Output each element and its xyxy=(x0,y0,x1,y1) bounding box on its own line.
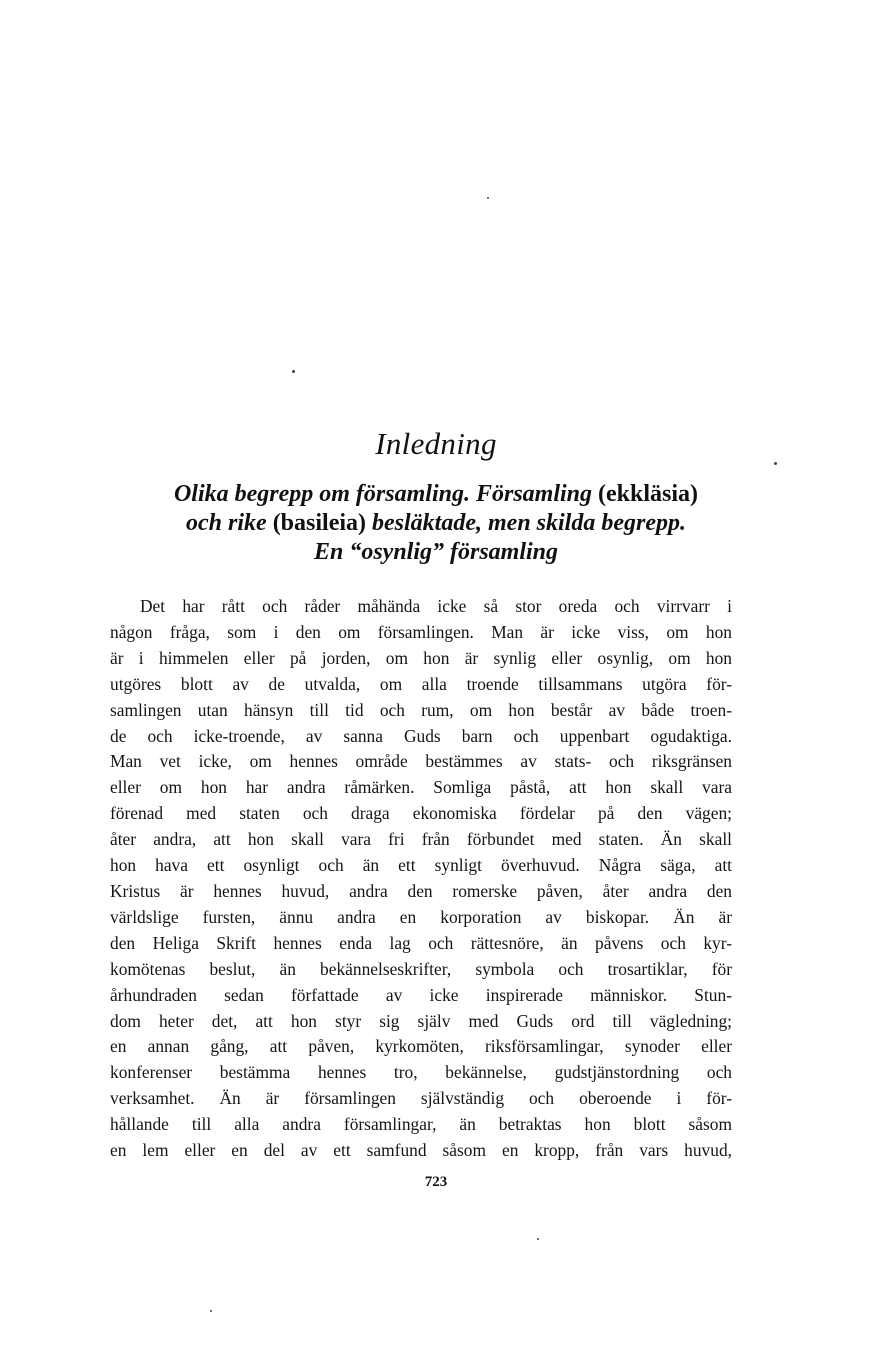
body-line: de och icke-troende, av sanna Guds barn och uppenbart ogudaktiga. xyxy=(110,725,732,746)
scan-speck xyxy=(537,1238,539,1240)
body-line: verksamhet. Än är församlingen självständig och oberoende i för- xyxy=(110,1088,732,1109)
subtitle-line-2-part-1: och rike xyxy=(186,510,267,536)
body-line: århundraden sedan författade av icke inspirerade människor. Stun- xyxy=(110,984,732,1005)
body-line: en annan gång, att påven, kyrkomöten, riksförsamlingar, synoder eller xyxy=(110,1036,732,1057)
page-number: 723 xyxy=(424,1174,448,1190)
scan-speck xyxy=(487,197,489,199)
body-line: Det har rått och råder måhända icke så stor oreda och virrvarr i xyxy=(140,596,732,616)
subtitle-line-1-part-2: Församling xyxy=(475,481,593,507)
body-line: samlingen utan hänsyn till tid och rum, om hon består av både troen- xyxy=(110,699,732,720)
subtitle-line-1-part-1: Olika begrepp om församling. xyxy=(173,481,470,507)
subtitle-line-2-part-3: besläktade, men skilda begrepp. xyxy=(372,510,686,536)
subtitle-line-1 xyxy=(60,480,812,509)
body-line: utgöres blott av de utvalda, om alla troende tillsammans utgöra för- xyxy=(110,673,732,694)
subtitle-line-1-part-3: (ekkläsia) xyxy=(598,481,699,507)
body-paragraph xyxy=(110,594,732,1164)
body-line: Kristus är hennes huvud, andra den romerske påven, åter andra den xyxy=(110,880,732,901)
scan-speck xyxy=(292,370,295,373)
body-line: förenad med staten och draga ekonomiska fördelar på den vägen; xyxy=(110,803,732,824)
body-line: en lem eller en del av ett samfund såsom en kropp, från vars huvud, xyxy=(110,1140,732,1161)
subtitle-line-3: En “osynlig” församling xyxy=(313,539,559,565)
body-line: åter andra, att hon skall vara fri från förbundet med staten. Än skall xyxy=(110,829,732,850)
body-line: hon hava ett osynligt och än ett synligt överhuvud. Några säga, att xyxy=(110,855,732,876)
body-line: hållande till alla andra församlingar, än betraktas hon blott såsom xyxy=(110,1114,732,1135)
body-line: den Heliga Skrift hennes enda lag och rättesnöre, än påvens och kyr- xyxy=(110,932,732,953)
scan-speck xyxy=(774,462,777,465)
body-line: är i himmelen eller på jorden, om hon är synlig eller osynlig, om hon xyxy=(110,647,732,668)
subtitle-line-2-part-2: (basileia) xyxy=(272,510,367,536)
body-line: dom heter det, att hon styr sig själv med Guds ord till vägledning; xyxy=(110,1010,732,1031)
chapter-subtitle xyxy=(60,480,812,567)
body-line: konferenser bestämma hennes tro, bekännelse, gudstjänstordning och xyxy=(110,1062,732,1083)
body-line: komötenas beslut, än bekännelseskrifter, symbola och trosartiklar, för xyxy=(110,958,732,979)
chapter-title: Inledning xyxy=(375,426,497,461)
body-line: någon fråga, som i den om församlingen. Man är icke viss, om hon xyxy=(110,621,732,642)
body-line: världslige fursten, ännu andra en korporation av biskopar. Än är xyxy=(110,906,732,927)
body-line: eller om hon har andra råmärken. Somliga påstå, att hon skall vara xyxy=(110,777,732,798)
subtitle-line-2 xyxy=(60,509,812,538)
scan-speck xyxy=(210,1310,212,1312)
body-line: Man vet icke, om hennes område bestämmes av stats- och riksgränsen xyxy=(110,751,732,772)
